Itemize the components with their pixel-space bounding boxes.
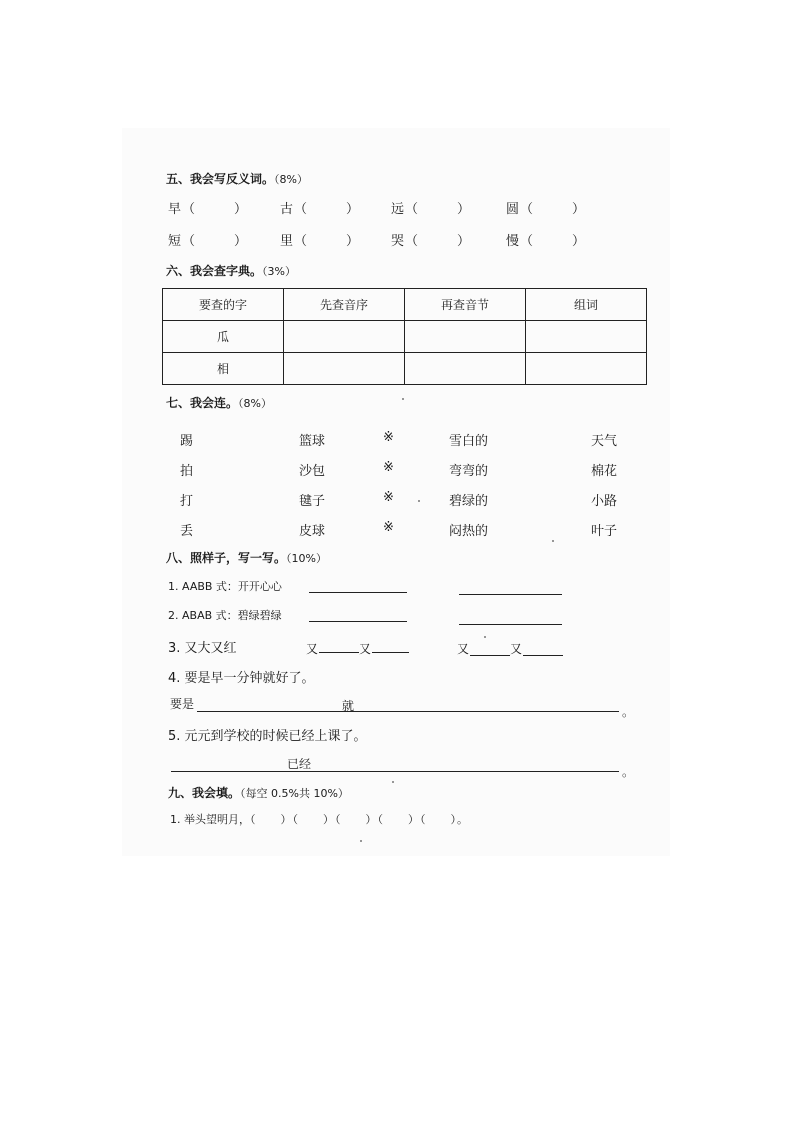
separator-mark: ※ [383,520,394,535]
separator-mark: ※ [383,490,394,505]
match-object: 天气 [591,434,618,449]
scan-speck [360,840,362,842]
table-cell [284,321,405,353]
you-da-you-hong-example: 3. 又大又红 [168,641,237,656]
table-cell [526,321,647,353]
match-noun: 毽子 [299,494,326,509]
scan-speck [402,398,404,400]
match-noun: 篮球 [299,434,326,449]
scan-speck [552,540,554,542]
table-row [163,321,647,353]
answer-line [197,711,619,712]
match-adjective: 碧绿的 [449,494,489,509]
table-header-cell: 先查音序 [284,289,405,321]
abab-example: 2. ABAB 式：碧绿碧绿 [168,609,282,622]
match-noun: 沙包 [299,464,326,479]
table-cell: 相 [163,353,284,385]
antonym-item: 圆（ ） [506,202,586,217]
match-object: 小路 [591,494,618,509]
yijing-word: 已经 [287,757,312,771]
yaoshi-example: 4. 要是早一分钟就好了。 [168,671,315,686]
scan-speck [392,781,394,783]
yaoshi-start: 要是 [170,697,195,711]
poem-line: 1. 举头望明月， [170,813,250,826]
answer-line [459,594,562,595]
table-cell [284,353,405,385]
match-noun: 皮球 [299,524,326,539]
antonym-item: 古（ ） [280,202,360,217]
answer-line [309,621,407,622]
table-cell [405,353,526,385]
answer-line [309,592,407,593]
separator-mark: ※ [383,430,394,445]
scan-speck [418,500,420,502]
match-object: 棉花 [591,464,618,479]
table-row [163,353,647,385]
antonym-item: 远（ ） [391,202,471,217]
antonym-item: 短（ ） [168,234,248,249]
poem-question [170,811,469,827]
match-adjective: 弯弯的 [449,464,489,479]
yijing-example: 5. 元元到学校的时候已经上课了。 [168,729,367,744]
blank-brackets: （ ）（ ）（ ）（ ）（ ）。 [250,813,469,826]
section5-title: 五、我会写反义词。（8%） [166,172,308,186]
table-header-cell: 组词 [526,289,647,321]
jiu-char: 就 [342,699,355,713]
antonym-item: 早（ ） [168,202,248,217]
table-header-cell: 再查音节 [405,289,526,321]
table-cell: 瓜 [163,321,284,353]
table-cell [405,321,526,353]
answer-line [372,652,409,653]
section7-title: 七、我会连。（8%） [166,396,272,410]
you-char: 又 [510,642,523,656]
answer-line [523,655,563,656]
you-char: 又 [457,642,470,656]
dictionary-table [162,288,647,385]
section6-title: 六、我会查字典。（3%） [166,264,296,278]
answer-line [171,771,619,772]
match-adjective: 雪白的 [449,434,489,449]
match-object: 叶子 [591,524,618,539]
answer-line [319,652,359,653]
you-char: 又 [306,642,319,656]
answer-line [470,655,510,656]
answer-line [459,624,562,625]
section9-title: 九、我会填。（每空 0.5%共 10%） [168,786,349,800]
match-verb: 打 [180,494,194,509]
table-header-cell: 要查的字 [163,289,284,321]
period-mark: 。 [622,705,635,719]
section8-title: 八、照样子，写一写。（10%） [166,551,327,565]
period-mark: 。 [622,765,635,779]
antonym-item: 慢（ ） [506,234,586,249]
antonym-item: 哭（ ） [391,234,471,249]
aabb-example: 1. AABB 式：开开心心 [168,580,282,593]
table-header-row [163,289,647,321]
table-cell [526,353,647,385]
match-verb: 拍 [180,464,194,479]
you-char: 又 [359,642,372,656]
match-verb: 踢 [180,434,194,449]
match-verb: 丢 [180,524,194,539]
separator-mark: ※ [383,460,394,475]
antonym-item: 里（ ） [280,234,360,249]
scan-speck [484,636,486,638]
match-adjective: 闷热的 [449,524,489,539]
